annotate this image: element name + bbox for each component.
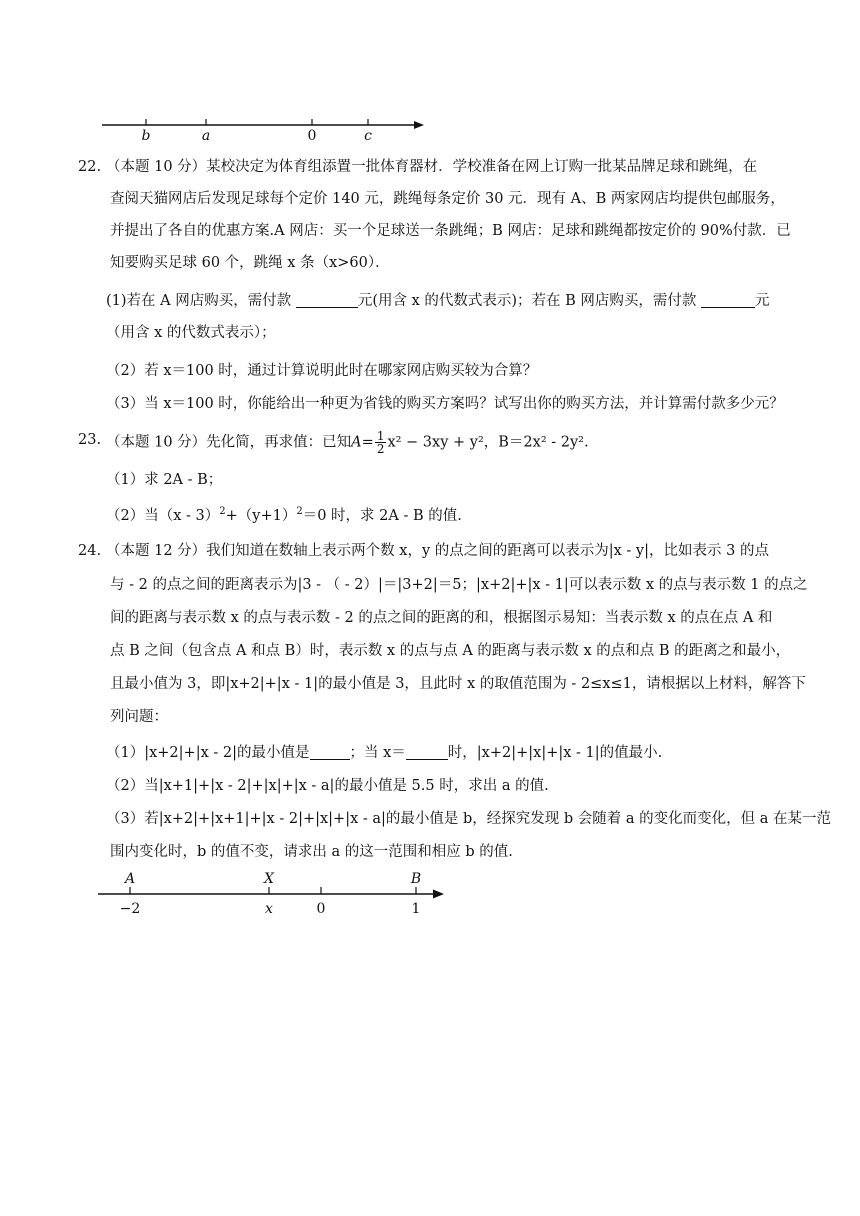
q22-sub1-text-c: 元	[755, 293, 770, 309]
q24-line-4: 点 B 之间（包含点 A 和点 B）时，表示数 x 的点与点 A 的距离与表示数 x 的点和点 B 的距离之和最小，	[110, 643, 791, 659]
q22-sub1-text-b: 元(用含 x 的代数式表示)；若在 B 网店购买，需付款	[357, 293, 697, 309]
q23-fraction	[375, 430, 387, 455]
q24-answer-blank-b[interactable]	[406, 744, 448, 760]
point-label-A: A	[124, 871, 136, 887]
q22-number: 22.	[78, 159, 102, 175]
q24-sub2: （2）当|x+1|+|x - 2|+|x|+|x - a|的最小值是 5.5 时，求出 a 的值.	[106, 778, 549, 794]
q22-line-1: （本题 10 分）某校决定为体育组添置一批体育器材．学校准备在网上订购一批某品牌足球和跳绳，在	[106, 159, 758, 175]
label-a: a	[201, 128, 211, 144]
label-b: b	[141, 128, 151, 144]
q22-sub1-line	[106, 291, 770, 311]
q24-line-6: 列问题：	[110, 709, 168, 725]
q24-sub1-a: （1）|x+2|+|x - 2|的最小值是	[106, 745, 310, 761]
q24-sub3-line-1: （3）若|x+2|+|x+1|+|x - 2|+|x|+|x - a|的最小值是 b，经探究发现 b 会随着 a 的变化而变化，但 a 在某一范	[106, 811, 832, 827]
q22-sub2: （2）若 x＝100 时，通过计算说明此时在哪家网店购买较为合算？	[106, 363, 538, 379]
q24-line-1: （本题 12 分）我们知道在数轴上表示两个数 x，y 的点之间的距离可以表示为|x - y|，比如表示 3 的点	[106, 543, 769, 559]
tick-label-neg2: −2	[119, 901, 141, 917]
q23-A: A	[351, 434, 362, 451]
q23-sub2-line	[106, 506, 462, 526]
q23-intro: （本题 10 分）先化简，再求值：已知	[106, 434, 352, 451]
q22-answer-blank-a[interactable]	[296, 292, 358, 308]
q23-eq: =	[361, 434, 374, 451]
q24-sub1-b: ；当 x＝	[349, 745, 406, 761]
q23-intro-line	[106, 430, 589, 455]
number-line-bottom-svg	[96, 868, 456, 920]
number-line-bottom	[96, 868, 456, 920]
q23-sub2-c: +（y+1）	[225, 508, 297, 524]
q23-sub2-exp-2: 2	[296, 506, 303, 517]
q22-line-2: 查阅天猫网店后发现足球每个定价 140 元，跳绳每条定价 30 元．现有 A、B 两家网店均提供包邮服务，	[110, 191, 785, 207]
q24-sub3-line-2: 围内变化时，b 的值不变，请求出 a 的这一范围和相应 b 的值.	[110, 844, 513, 860]
axis-arrow	[433, 890, 444, 899]
q22-answer-blank-b[interactable]	[701, 292, 755, 308]
number-line-top	[100, 112, 430, 142]
q24-sub1-line	[106, 743, 662, 763]
q23-expr-rest: x² − 3xy + y²，B＝2x² - 2y².	[387, 434, 589, 451]
axis-arrow	[414, 121, 424, 129]
point-label-B: B	[410, 871, 422, 887]
q23-sub1: （1）求 2A - B；	[106, 472, 223, 488]
q22-line-3: 并提出了各自的优惠方案.A 网店：买一个足球送一条跳绳；B 网店：足球和跳绳都按定价的 90%付款．已	[110, 223, 791, 239]
number-line-top-svg	[100, 112, 430, 142]
q22-sub1-text-a: (1)若在 A 网店购买，需付款	[106, 293, 292, 309]
q24-number: 24.	[78, 543, 102, 559]
tick-label-x: x	[265, 901, 273, 917]
q22-line-4: 知要购买足球 60 个，跳绳 x 条（x>60）．	[110, 255, 390, 271]
q23-sub2-exp-1: 2	[219, 506, 226, 517]
point-label-X: X	[264, 871, 274, 887]
tick-label-0: 0	[316, 901, 326, 917]
q24-line-5: 且最小值为 3，即|x+2|+|x - 1|的最小值是 3，且此时 x 的取值范围为 - 2≤x≤1，请根据以上材料，解答下	[110, 676, 806, 692]
label-c: c	[364, 128, 372, 144]
q23-frac-den: 2	[376, 442, 385, 456]
q23-sub2-a: （2）当（x - 3）	[106, 508, 220, 524]
label-0: 0	[307, 128, 317, 144]
q22-sub3: （3）当 x＝100 时，你能给出一种更为省钱的购买方案吗？试写出你的购买方法，并计算需付款多少元？	[106, 396, 784, 412]
q24-line-2: 与 - 2 的点之间的距离表示为|3 - （ - 2）|＝|3+2|＝5；|x+2|+|x - 1|可以表示数 x 的点与表示数 1 的点之	[110, 577, 808, 593]
q23-number: 23.	[78, 432, 102, 448]
q24-answer-blank-a[interactable]	[310, 744, 350, 760]
tick-label-1: 1	[411, 901, 421, 917]
q24-sub1-c: 时，|x+2|+|x|+|x - 1|的值最小.	[447, 745, 663, 761]
q22-sub1-line-2: （用含 x 的代数式表示）；	[106, 325, 276, 341]
q24-line-3: 间的距离与表示数 x 的点与表示数 - 2 的点之间的距离的和，根据图示易知：当表示数 x 的点在点 A 和	[110, 610, 773, 626]
q23-sub2-e: ＝0 时，求 2A - B 的值.	[302, 508, 462, 524]
q23-frac-num: 1	[376, 429, 385, 443]
